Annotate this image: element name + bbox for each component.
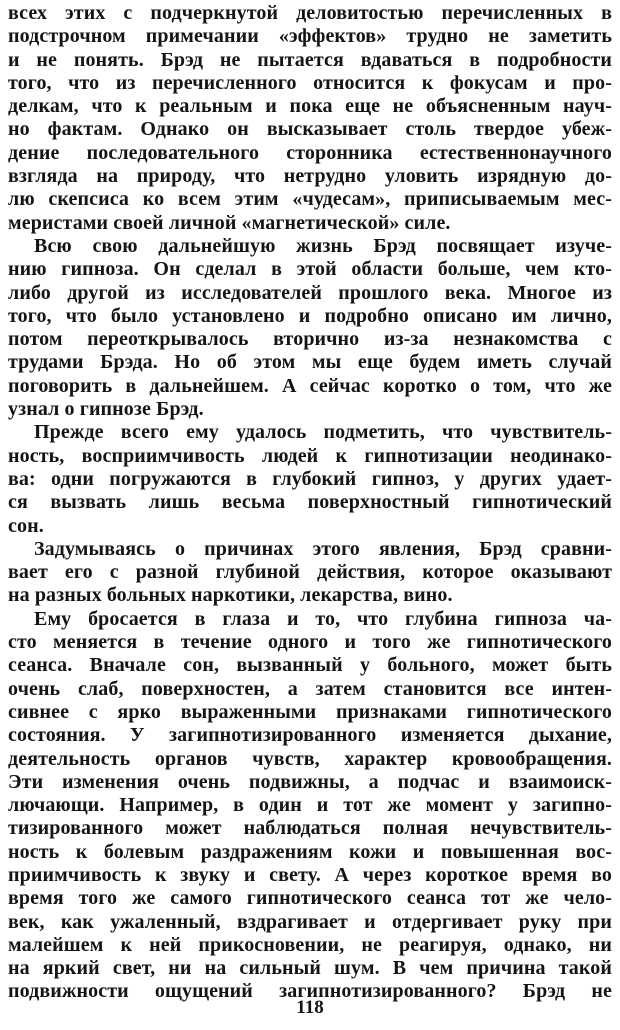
- text-line: тизированного может наблюдаться полная нечувствитель-: [8, 817, 612, 840]
- text-line: делкам, что к реальным и пока еще не объясненным науч-: [8, 95, 612, 118]
- text-line: Ему бросается в глаза и то, что глубина гипноза ча-: [34, 607, 612, 630]
- text-line: вает его с разной глубиной действия, которое оказывают: [8, 561, 612, 584]
- text-line: приимчивость к звуку и свету. А через короткое время во: [8, 863, 612, 886]
- text-line: ва: одни погружаются в глубокий гипноз, у других удает-: [8, 467, 612, 490]
- text-line: деятельность органов чувств, характер кровообращения.: [8, 747, 612, 770]
- text-line: очень слаб, поверхностен, а затем становится все интен-: [8, 677, 612, 700]
- text-line: на яркий свет, ни на сильный шум. В чем причина такой: [8, 957, 612, 980]
- text-line: либо другой из исследователей прошлого века. Многое из: [8, 281, 612, 304]
- text-line: сон.: [8, 514, 44, 537]
- text-line: трудами Брэда. Но об этом мы еще будем иметь случай: [8, 351, 612, 374]
- text-line: нию гипноза. Он сделал в этой области больше, чем кто-: [8, 258, 612, 281]
- text-line: Задумываясь о причинах этого явления, Брэд сравни-: [34, 537, 612, 560]
- text-line: лючающи. Например, в один и тот же момент у загипно-: [8, 794, 612, 817]
- text-line: того, что из перечисленного относится к фокусам и про-: [8, 71, 612, 94]
- text-line: подвижности ощущений загипнотизированного? Брэд не: [8, 980, 612, 1003]
- text-line: Всю свою дальнейшую жизнь Брэд посвящает изуче-: [34, 234, 612, 257]
- text-line: сеанса. Вначале сон, вызванный у больного, может быть: [8, 654, 612, 677]
- book-page: [8, 2, 612, 1028]
- text-line: сивнее с ярко выраженными признаками гипнотического: [8, 700, 612, 723]
- text-line: потом переоткрывалось вторично из-за незнакомства с: [8, 328, 612, 351]
- text-line: но фактам. Однако он высказывает столь твердое убеж-: [8, 118, 612, 141]
- text-line: меристами своей личной «магнетической» силе.: [8, 211, 451, 234]
- text-line: дение последовательного сторонника естественнонаучного: [8, 141, 612, 164]
- text-line: всех этих с подчеркнутой деловитостью перечисленных в: [8, 2, 612, 24]
- text-line: Прежде всего ему удалось подметить, что чувствитель-: [34, 421, 612, 444]
- text-body: [8, 2, 612, 1004]
- text-line: малейшем к ней прикосновении, не реагируя, однако, ни: [8, 933, 612, 956]
- page-number: 118: [296, 997, 324, 1018]
- text-line: взгляда на природу, что нетрудно уловить изрядную до-: [8, 165, 612, 188]
- text-line: сто меняется в течение одного и того же гипнотического: [8, 631, 612, 654]
- text-line: поговорить в дальнейшем. А сейчас коротко о том, что же: [8, 374, 612, 397]
- text-line: ность, восприимчивость людей к гипнотизации неодинако-: [8, 444, 612, 467]
- text-line: и не понять. Брэд не пытается вдаваться в подробности: [8, 48, 612, 71]
- text-line: на разных больных наркотики, лекарства, вино.: [8, 584, 453, 607]
- text-line: Эти изменения очень подвижны, а подчас и взаимоиск-: [8, 770, 612, 793]
- text-line: ся вызвать лишь весьма поверхностный гипнотический: [8, 491, 612, 514]
- text-line: состояния. У загипнотизированного изменяется дыхание,: [8, 724, 612, 747]
- text-line: узнал о гипнозе Брэд.: [8, 398, 204, 421]
- text-line: лю скепсиса ко всем этим «чудесам», приписываемым мес-: [8, 188, 612, 211]
- text-line: подстрочном примечании «эффектов» трудно не заметить: [8, 25, 612, 48]
- text-line: того, что было установлено и подробно описано им лично,: [8, 304, 612, 327]
- text-line: ность к болевым раздражениям кожи и повышенная вос-: [8, 840, 612, 863]
- text-line: век, как ужаленный, вздрагивает и отдергивает руку при: [8, 910, 612, 933]
- text-line: время того же самого гипнотического сеанса тот же чело-: [8, 887, 612, 910]
